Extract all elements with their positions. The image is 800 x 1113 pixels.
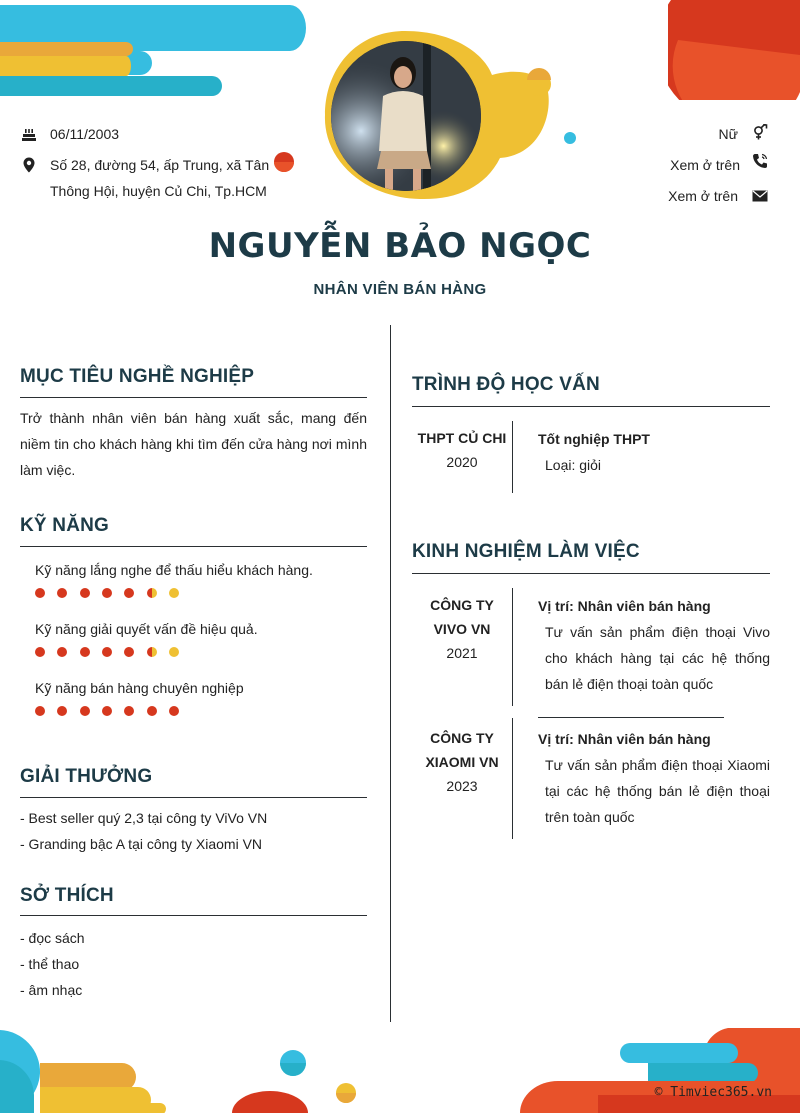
rating-dot <box>80 588 90 598</box>
gender-text: Nữ <box>718 126 738 142</box>
experience-company-line1: CÔNG TY <box>430 730 494 746</box>
education-year: 2020 <box>446 454 478 470</box>
hobby-item: - âm nhạc <box>20 982 83 998</box>
experience-year: 2021 <box>446 645 478 661</box>
phone-icon <box>752 153 768 169</box>
rating-dot <box>57 706 67 716</box>
watermark: © Timviec365.vn <box>654 1085 772 1100</box>
rating-dot <box>147 588 157 598</box>
experience-title: KINH NGHIỆM LÀM VIỆC <box>412 541 640 562</box>
hobby-item: - đọc sách <box>20 930 85 946</box>
rating-dot <box>169 647 179 657</box>
email-text: Xem ở trên <box>668 188 738 204</box>
experience-position: Vị trí: Nhân viên bán hàng <box>538 731 711 747</box>
experience-company-line1: CÔNG TY <box>430 597 494 613</box>
objective-text: Trở thành nhân viên bán hàng xuất sắc, mang đến niềm tin cho khách hàng khi tìm đến cửa hàng nơi mình làm việc. <box>20 410 367 478</box>
bottom-left-decoration <box>0 1025 380 1113</box>
rating-dot <box>124 706 134 716</box>
experience-timeline-bar <box>512 588 513 706</box>
education-school-block <box>412 426 512 474</box>
awards-rule <box>20 797 367 798</box>
hobby-item: - thể thao <box>20 956 80 972</box>
candidate-role: NHÂN VIÊN BÁN HÀNG <box>313 281 487 298</box>
hobbies-list <box>20 925 85 1003</box>
awards-list <box>20 805 267 857</box>
objective-rule <box>20 397 367 398</box>
hobbies-rule <box>20 915 367 916</box>
education-title: TRÌNH ĐỘ HỌC VẤN <box>412 374 600 395</box>
experience-description: Tư vấn sản phẩm điện thoại Xiaomi tại các hệ thống bán lẻ điện thoại trên toàn quốc <box>545 757 770 825</box>
birthday-text: 06/11/2003 <box>50 126 120 142</box>
awards-title: GIẢI THƯỞNG <box>20 766 153 787</box>
education-school: THPT CỦ CHI <box>417 430 507 446</box>
candidate-name: NGUYỄN BẢO NGỌC <box>208 226 592 266</box>
experience-year: 2023 <box>446 778 478 794</box>
rating-dot <box>57 588 67 598</box>
skill-label: Kỹ năng bán hàng chuyên nghiệp <box>35 680 244 696</box>
experience-description: Tư vấn sản phẩm điện thoại Vivo cho khách hàng tại các hệ thống bán lẻ điện thoại toàn quốc <box>545 624 770 692</box>
avatar <box>331 41 481 191</box>
address-line-1: Số 28, đường 54, ấp Trung, xã Tân <box>50 157 270 173</box>
top-left-decoration <box>0 0 310 100</box>
objective-title: MỤC TIÊU NGHỀ NGHIỆP <box>20 366 255 387</box>
rating-dot <box>169 706 179 716</box>
experience-company-line2: VIVO VN <box>433 621 491 637</box>
skill-label: Kỹ năng giải quyết vấn đề hiệu quả. <box>35 621 258 637</box>
skill-label: Kỹ năng lắng nghe để thấu hiểu khách hàng. <box>35 562 313 578</box>
rating-dot <box>102 588 112 598</box>
education-detail: Loại: giỏi <box>545 457 602 473</box>
column-divider <box>390 325 391 1022</box>
experience-detail-block <box>538 593 770 697</box>
experience-timeline-bar <box>512 718 513 839</box>
experience-rule <box>412 573 770 574</box>
education-rule <box>412 406 770 407</box>
cake-icon <box>21 126 37 142</box>
gender-icon <box>752 124 768 140</box>
rating-dot <box>147 647 157 657</box>
skills-title: KỸ NĂNG <box>20 515 110 536</box>
rating-dot <box>35 706 45 716</box>
rating-dot <box>102 706 112 716</box>
envelope-icon <box>752 188 768 204</box>
top-right-decoration <box>668 0 800 100</box>
rating-dot <box>102 647 112 657</box>
award-item: - Granding bậc A tại công ty Xiaomi VN <box>20 836 263 852</box>
rating-dot <box>124 588 134 598</box>
rating-dot <box>80 647 90 657</box>
rating-dot <box>80 706 90 716</box>
award-item: - Best seller quý 2,3 tại công ty ViVo VN <box>20 810 268 826</box>
experience-position: Vị trí: Nhân viên bán hàng <box>538 598 711 614</box>
experience-company-block <box>412 726 512 798</box>
location-pin-icon <box>21 157 37 173</box>
experience-detail-block <box>538 726 770 830</box>
experience-company-line2: XIAOMI VN <box>425 754 499 770</box>
address-line-2: Thông Hội, huyện Củ Chi, Tp.HCM <box>50 183 267 199</box>
hobbies-title: SỞ THÍCH <box>20 885 114 906</box>
rating-dot <box>124 647 134 657</box>
experience-company-block <box>412 593 512 665</box>
education-detail-block <box>538 426 770 478</box>
avatar-photo <box>331 41 481 191</box>
education-degree: Tốt nghiệp THPT <box>538 431 650 447</box>
education-timeline-bar <box>512 421 513 493</box>
rating-dot <box>169 588 179 598</box>
rating-dot <box>35 647 45 657</box>
rating-dot <box>147 706 157 716</box>
rating-dot <box>35 588 45 598</box>
skills-rule <box>20 546 367 547</box>
experience-separator <box>538 717 724 718</box>
phone-text: Xem ở trên <box>670 157 740 173</box>
rating-dot <box>57 647 67 657</box>
